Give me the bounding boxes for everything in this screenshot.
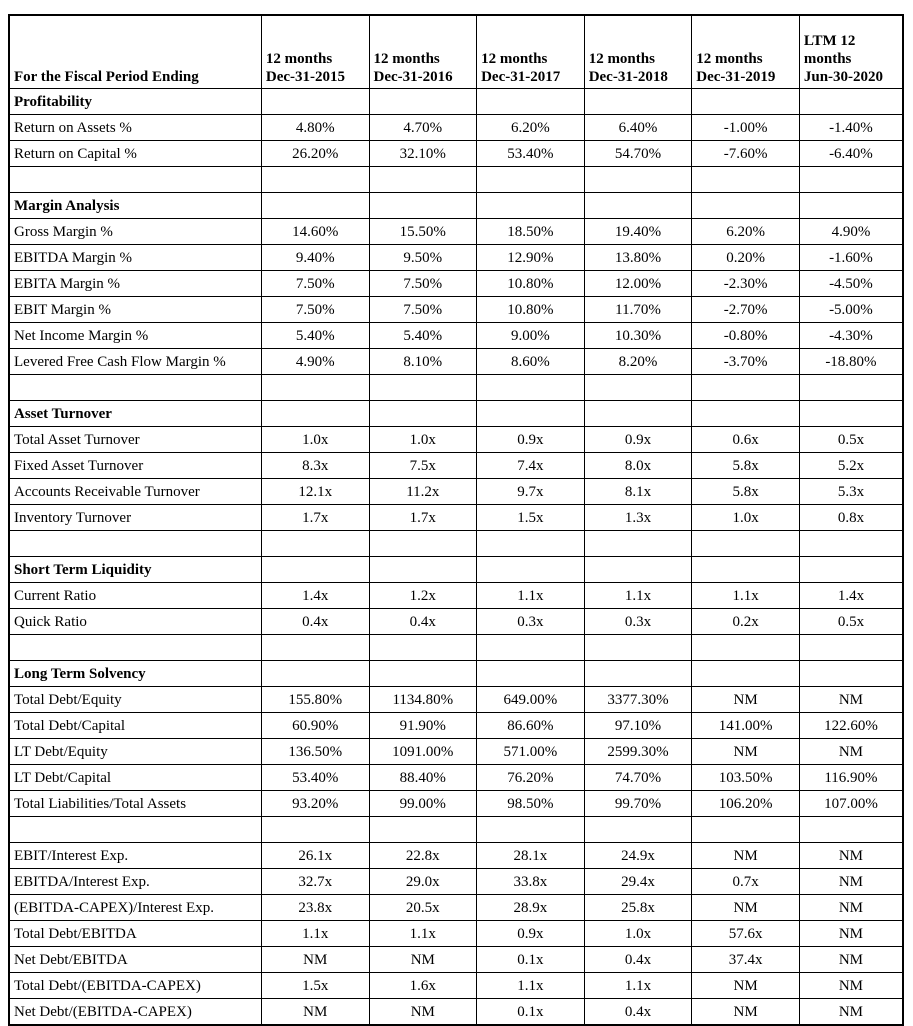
value-cell: 0.5x: [799, 427, 903, 453]
value-cell: 8.3x: [261, 453, 369, 479]
value-cell: NM: [692, 973, 800, 999]
financial-ratios-table: [8, 14, 904, 1026]
value-cell: 9.40%: [261, 245, 369, 271]
table-row: [9, 791, 903, 817]
empty-cell: [261, 167, 369, 193]
empty-cell: [692, 89, 800, 115]
empty-cell: [369, 193, 477, 219]
value-cell: 1.1x: [369, 921, 477, 947]
section-label: Profitability: [9, 89, 261, 115]
table-row: [9, 765, 903, 791]
empty-cell: [261, 193, 369, 219]
value-cell: 1.7x: [261, 505, 369, 531]
empty-cell: [692, 375, 800, 401]
empty-cell: [584, 375, 692, 401]
value-cell: NM: [692, 687, 800, 713]
value-cell: 1.0x: [692, 505, 800, 531]
empty-cell: [369, 167, 477, 193]
value-cell: 1.1x: [261, 921, 369, 947]
empty-cell: [799, 401, 903, 427]
value-cell: 9.7x: [477, 479, 585, 505]
value-cell: 18.50%: [477, 219, 585, 245]
empty-cell: [799, 89, 903, 115]
value-cell: 86.60%: [477, 713, 585, 739]
value-cell: NM: [799, 843, 903, 869]
empty-cell: [692, 661, 800, 687]
table-row: [9, 739, 903, 765]
row-label-header: For the Fiscal Period Ending: [9, 15, 261, 89]
empty-cell: [261, 375, 369, 401]
value-cell: 12.00%: [584, 271, 692, 297]
table-body: [9, 89, 903, 1026]
value-cell: 4.90%: [799, 219, 903, 245]
row-label: Total Liabilities/Total Assets: [9, 791, 261, 817]
period-header: 12 months Dec-31-2019: [692, 15, 800, 89]
value-cell: 53.40%: [261, 765, 369, 791]
table-row: [9, 219, 903, 245]
empty-cell: [799, 661, 903, 687]
value-cell: 1.0x: [261, 427, 369, 453]
value-cell: 0.1x: [477, 999, 585, 1026]
value-cell: 1.1x: [692, 583, 800, 609]
empty-cell: [477, 167, 585, 193]
empty-cell: [799, 167, 903, 193]
table-row: [9, 713, 903, 739]
value-cell: 8.1x: [584, 479, 692, 505]
section-header-row: [9, 89, 903, 115]
value-cell: 0.9x: [584, 427, 692, 453]
spacer-row: [9, 167, 903, 193]
table-row: [9, 583, 903, 609]
row-label: EBITDA Margin %: [9, 245, 261, 271]
value-cell: 5.40%: [369, 323, 477, 349]
value-cell: 99.70%: [584, 791, 692, 817]
value-cell: 9.50%: [369, 245, 477, 271]
empty-cell: [261, 531, 369, 557]
row-label: EBIT Margin %: [9, 297, 261, 323]
empty-cell: [9, 635, 261, 661]
table-row: [9, 427, 903, 453]
spacer-row: [9, 817, 903, 843]
empty-cell: [9, 817, 261, 843]
row-label: Current Ratio: [9, 583, 261, 609]
value-cell: 7.50%: [369, 271, 477, 297]
value-cell: 33.8x: [477, 869, 585, 895]
value-cell: 12.90%: [477, 245, 585, 271]
row-label: Accounts Receivable Turnover: [9, 479, 261, 505]
value-cell: 1.4x: [261, 583, 369, 609]
spacer-row: [9, 375, 903, 401]
row-label: Return on Capital %: [9, 141, 261, 167]
value-cell: 10.80%: [477, 271, 585, 297]
value-cell: 4.90%: [261, 349, 369, 375]
value-cell: 15.50%: [369, 219, 477, 245]
table-row: [9, 271, 903, 297]
value-cell: 0.4x: [261, 609, 369, 635]
value-cell: 3377.30%: [584, 687, 692, 713]
value-cell: 571.00%: [477, 739, 585, 765]
value-cell: 32.10%: [369, 141, 477, 167]
value-cell: NM: [369, 947, 477, 973]
table-row: [9, 843, 903, 869]
empty-cell: [261, 661, 369, 687]
value-cell: 76.20%: [477, 765, 585, 791]
row-label: Return on Assets %: [9, 115, 261, 141]
value-cell: 649.00%: [477, 687, 585, 713]
section-label: Margin Analysis: [9, 193, 261, 219]
value-cell: -5.00%: [799, 297, 903, 323]
value-cell: 11.70%: [584, 297, 692, 323]
value-cell: 11.2x: [369, 479, 477, 505]
value-cell: 1.5x: [261, 973, 369, 999]
row-label: Net Debt/EBITDA: [9, 947, 261, 973]
value-cell: NM: [692, 739, 800, 765]
value-cell: -1.40%: [799, 115, 903, 141]
value-cell: 97.10%: [584, 713, 692, 739]
value-cell: 116.90%: [799, 765, 903, 791]
value-cell: 6.20%: [692, 219, 800, 245]
section-header-row: [9, 557, 903, 583]
empty-cell: [584, 89, 692, 115]
value-cell: 20.5x: [369, 895, 477, 921]
value-cell: 4.70%: [369, 115, 477, 141]
value-cell: 7.50%: [369, 297, 477, 323]
value-cell: 7.50%: [261, 271, 369, 297]
value-cell: 74.70%: [584, 765, 692, 791]
empty-cell: [261, 89, 369, 115]
value-cell: 0.9x: [477, 427, 585, 453]
empty-cell: [477, 375, 585, 401]
empty-cell: [477, 635, 585, 661]
value-cell: 24.9x: [584, 843, 692, 869]
value-cell: 98.50%: [477, 791, 585, 817]
row-label: Net Debt/(EBITDA-CAPEX): [9, 999, 261, 1026]
value-cell: NM: [692, 999, 800, 1026]
period-header: 12 months Dec-31-2015: [261, 15, 369, 89]
value-cell: 57.6x: [692, 921, 800, 947]
value-cell: 19.40%: [584, 219, 692, 245]
table-row: [9, 115, 903, 141]
value-cell: -0.80%: [692, 323, 800, 349]
empty-cell: [261, 401, 369, 427]
row-label: EBIT/Interest Exp.: [9, 843, 261, 869]
value-cell: NM: [692, 843, 800, 869]
value-cell: 60.90%: [261, 713, 369, 739]
value-cell: 0.2x: [692, 609, 800, 635]
spacer-row: [9, 635, 903, 661]
value-cell: 1.1x: [584, 583, 692, 609]
row-label: Net Income Margin %: [9, 323, 261, 349]
value-cell: 107.00%: [799, 791, 903, 817]
empty-cell: [369, 531, 477, 557]
value-cell: 26.20%: [261, 141, 369, 167]
value-cell: 5.8x: [692, 479, 800, 505]
empty-cell: [9, 531, 261, 557]
value-cell: 6.40%: [584, 115, 692, 141]
value-cell: 7.5x: [369, 453, 477, 479]
empty-cell: [692, 531, 800, 557]
value-cell: 7.4x: [477, 453, 585, 479]
value-cell: 1.4x: [799, 583, 903, 609]
value-cell: 13.80%: [584, 245, 692, 271]
value-cell: NM: [799, 947, 903, 973]
empty-cell: [477, 817, 585, 843]
value-cell: 26.1x: [261, 843, 369, 869]
value-cell: 1091.00%: [369, 739, 477, 765]
value-cell: 1.1x: [477, 973, 585, 999]
value-cell: 8.60%: [477, 349, 585, 375]
table-row: [9, 323, 903, 349]
empty-cell: [692, 557, 800, 583]
table-row: [9, 349, 903, 375]
value-cell: NM: [799, 895, 903, 921]
empty-cell: [692, 401, 800, 427]
empty-cell: [477, 401, 585, 427]
row-label: Total Debt/EBITDA: [9, 921, 261, 947]
row-label: LT Debt/Equity: [9, 739, 261, 765]
value-cell: 53.40%: [477, 141, 585, 167]
empty-cell: [799, 531, 903, 557]
empty-cell: [584, 531, 692, 557]
value-cell: 0.1x: [477, 947, 585, 973]
value-cell: 8.0x: [584, 453, 692, 479]
table-row: [9, 453, 903, 479]
value-cell: 7.50%: [261, 297, 369, 323]
row-label: Quick Ratio: [9, 609, 261, 635]
empty-cell: [369, 89, 477, 115]
row-label: Total Debt/(EBITDA-CAPEX): [9, 973, 261, 999]
value-cell: 37.4x: [692, 947, 800, 973]
section-header-row: [9, 193, 903, 219]
value-cell: 14.60%: [261, 219, 369, 245]
empty-cell: [692, 167, 800, 193]
empty-cell: [692, 193, 800, 219]
value-cell: NM: [799, 921, 903, 947]
table-row: [9, 895, 903, 921]
value-cell: 8.20%: [584, 349, 692, 375]
value-cell: 1.2x: [369, 583, 477, 609]
empty-cell: [9, 375, 261, 401]
table-row: [9, 609, 903, 635]
value-cell: NM: [799, 869, 903, 895]
empty-cell: [369, 557, 477, 583]
value-cell: 22.8x: [369, 843, 477, 869]
value-cell: 2599.30%: [584, 739, 692, 765]
value-cell: NM: [799, 687, 903, 713]
row-label: Total Asset Turnover: [9, 427, 261, 453]
value-cell: 91.90%: [369, 713, 477, 739]
value-cell: 99.00%: [369, 791, 477, 817]
section-header-row: [9, 401, 903, 427]
empty-cell: [369, 817, 477, 843]
empty-cell: [369, 401, 477, 427]
row-label: LT Debt/Capital: [9, 765, 261, 791]
value-cell: NM: [261, 999, 369, 1026]
empty-cell: [9, 167, 261, 193]
value-cell: 155.80%: [261, 687, 369, 713]
table-row: [9, 973, 903, 999]
row-label: Total Debt/Capital: [9, 713, 261, 739]
empty-cell: [584, 557, 692, 583]
row-label: Levered Free Cash Flow Margin %: [9, 349, 261, 375]
value-cell: 1.6x: [369, 973, 477, 999]
row-label: EBITDA/Interest Exp.: [9, 869, 261, 895]
row-label: Total Debt/Equity: [9, 687, 261, 713]
empty-cell: [261, 557, 369, 583]
value-cell: -1.60%: [799, 245, 903, 271]
value-cell: 0.4x: [369, 609, 477, 635]
value-cell: 28.9x: [477, 895, 585, 921]
value-cell: 103.50%: [692, 765, 800, 791]
period-header: 12 months Dec-31-2017: [477, 15, 585, 89]
value-cell: NM: [799, 739, 903, 765]
table-row: [9, 999, 903, 1026]
value-cell: NM: [799, 973, 903, 999]
value-cell: 88.40%: [369, 765, 477, 791]
empty-cell: [369, 635, 477, 661]
value-cell: -3.70%: [692, 349, 800, 375]
value-cell: -4.50%: [799, 271, 903, 297]
value-cell: -4.30%: [799, 323, 903, 349]
value-cell: 5.2x: [799, 453, 903, 479]
empty-cell: [369, 661, 477, 687]
empty-cell: [369, 375, 477, 401]
value-cell: 9.00%: [477, 323, 585, 349]
value-cell: -7.60%: [692, 141, 800, 167]
ratios-table-container: [8, 14, 904, 1026]
value-cell: 29.4x: [584, 869, 692, 895]
empty-cell: [584, 635, 692, 661]
value-cell: 0.4x: [584, 947, 692, 973]
value-cell: 122.60%: [799, 713, 903, 739]
section-label: Asset Turnover: [9, 401, 261, 427]
empty-cell: [477, 193, 585, 219]
value-cell: 0.3x: [477, 609, 585, 635]
value-cell: 0.3x: [584, 609, 692, 635]
empty-cell: [477, 661, 585, 687]
value-cell: 0.8x: [799, 505, 903, 531]
value-cell: 1.1x: [584, 973, 692, 999]
empty-cell: [799, 635, 903, 661]
empty-cell: [799, 557, 903, 583]
header-row: [9, 15, 903, 89]
empty-cell: [477, 89, 585, 115]
value-cell: 136.50%: [261, 739, 369, 765]
empty-cell: [584, 193, 692, 219]
value-cell: 141.00%: [692, 713, 800, 739]
empty-cell: [261, 635, 369, 661]
value-cell: 25.8x: [584, 895, 692, 921]
table-row: [9, 869, 903, 895]
empty-cell: [584, 167, 692, 193]
value-cell: NM: [369, 999, 477, 1026]
section-label: Long Term Solvency: [9, 661, 261, 687]
row-label: Fixed Asset Turnover: [9, 453, 261, 479]
value-cell: 12.1x: [261, 479, 369, 505]
value-cell: -6.40%: [799, 141, 903, 167]
value-cell: NM: [261, 947, 369, 973]
period-header: 12 months Dec-31-2018: [584, 15, 692, 89]
value-cell: 93.20%: [261, 791, 369, 817]
table-row: [9, 297, 903, 323]
value-cell: 1.7x: [369, 505, 477, 531]
value-cell: 0.6x: [692, 427, 800, 453]
empty-cell: [799, 817, 903, 843]
table-row: [9, 245, 903, 271]
value-cell: 0.9x: [477, 921, 585, 947]
value-cell: 4.80%: [261, 115, 369, 141]
value-cell: -2.70%: [692, 297, 800, 323]
empty-cell: [477, 531, 585, 557]
period-header: 12 months Dec-31-2016: [369, 15, 477, 89]
table-row: [9, 921, 903, 947]
value-cell: 5.3x: [799, 479, 903, 505]
value-cell: 0.4x: [584, 999, 692, 1026]
value-cell: 1.5x: [477, 505, 585, 531]
row-label: Gross Margin %: [9, 219, 261, 245]
value-cell: 5.40%: [261, 323, 369, 349]
row-label: EBITA Margin %: [9, 271, 261, 297]
value-cell: 54.70%: [584, 141, 692, 167]
empty-cell: [692, 817, 800, 843]
value-cell: 1134.80%: [369, 687, 477, 713]
value-cell: 6.20%: [477, 115, 585, 141]
value-cell: 10.80%: [477, 297, 585, 323]
value-cell: 1.0x: [369, 427, 477, 453]
period-header-ltm: LTM 12 months Jun-30-2020: [799, 15, 903, 89]
value-cell: NM: [692, 895, 800, 921]
value-cell: 28.1x: [477, 843, 585, 869]
empty-cell: [584, 401, 692, 427]
section-label: Short Term Liquidity: [9, 557, 261, 583]
value-cell: 32.7x: [261, 869, 369, 895]
value-cell: 10.30%: [584, 323, 692, 349]
empty-cell: [584, 817, 692, 843]
value-cell: -2.30%: [692, 271, 800, 297]
empty-cell: [799, 375, 903, 401]
value-cell: 0.7x: [692, 869, 800, 895]
value-cell: 1.3x: [584, 505, 692, 531]
empty-cell: [584, 661, 692, 687]
value-cell: NM: [799, 999, 903, 1026]
row-label: Inventory Turnover: [9, 505, 261, 531]
value-cell: -18.80%: [799, 349, 903, 375]
section-header-row: [9, 661, 903, 687]
value-cell: 23.8x: [261, 895, 369, 921]
spacer-row: [9, 531, 903, 557]
empty-cell: [692, 635, 800, 661]
value-cell: 8.10%: [369, 349, 477, 375]
row-label: (EBITDA-CAPEX)/Interest Exp.: [9, 895, 261, 921]
value-cell: -1.00%: [692, 115, 800, 141]
empty-cell: [477, 557, 585, 583]
table-row: [9, 505, 903, 531]
table-row: [9, 947, 903, 973]
value-cell: 0.20%: [692, 245, 800, 271]
table-row: [9, 141, 903, 167]
value-cell: 0.5x: [799, 609, 903, 635]
table-row: [9, 687, 903, 713]
table-row: [9, 479, 903, 505]
value-cell: 5.8x: [692, 453, 800, 479]
empty-cell: [261, 817, 369, 843]
value-cell: 1.0x: [584, 921, 692, 947]
value-cell: 29.0x: [369, 869, 477, 895]
value-cell: 1.1x: [477, 583, 585, 609]
value-cell: 106.20%: [692, 791, 800, 817]
empty-cell: [799, 193, 903, 219]
